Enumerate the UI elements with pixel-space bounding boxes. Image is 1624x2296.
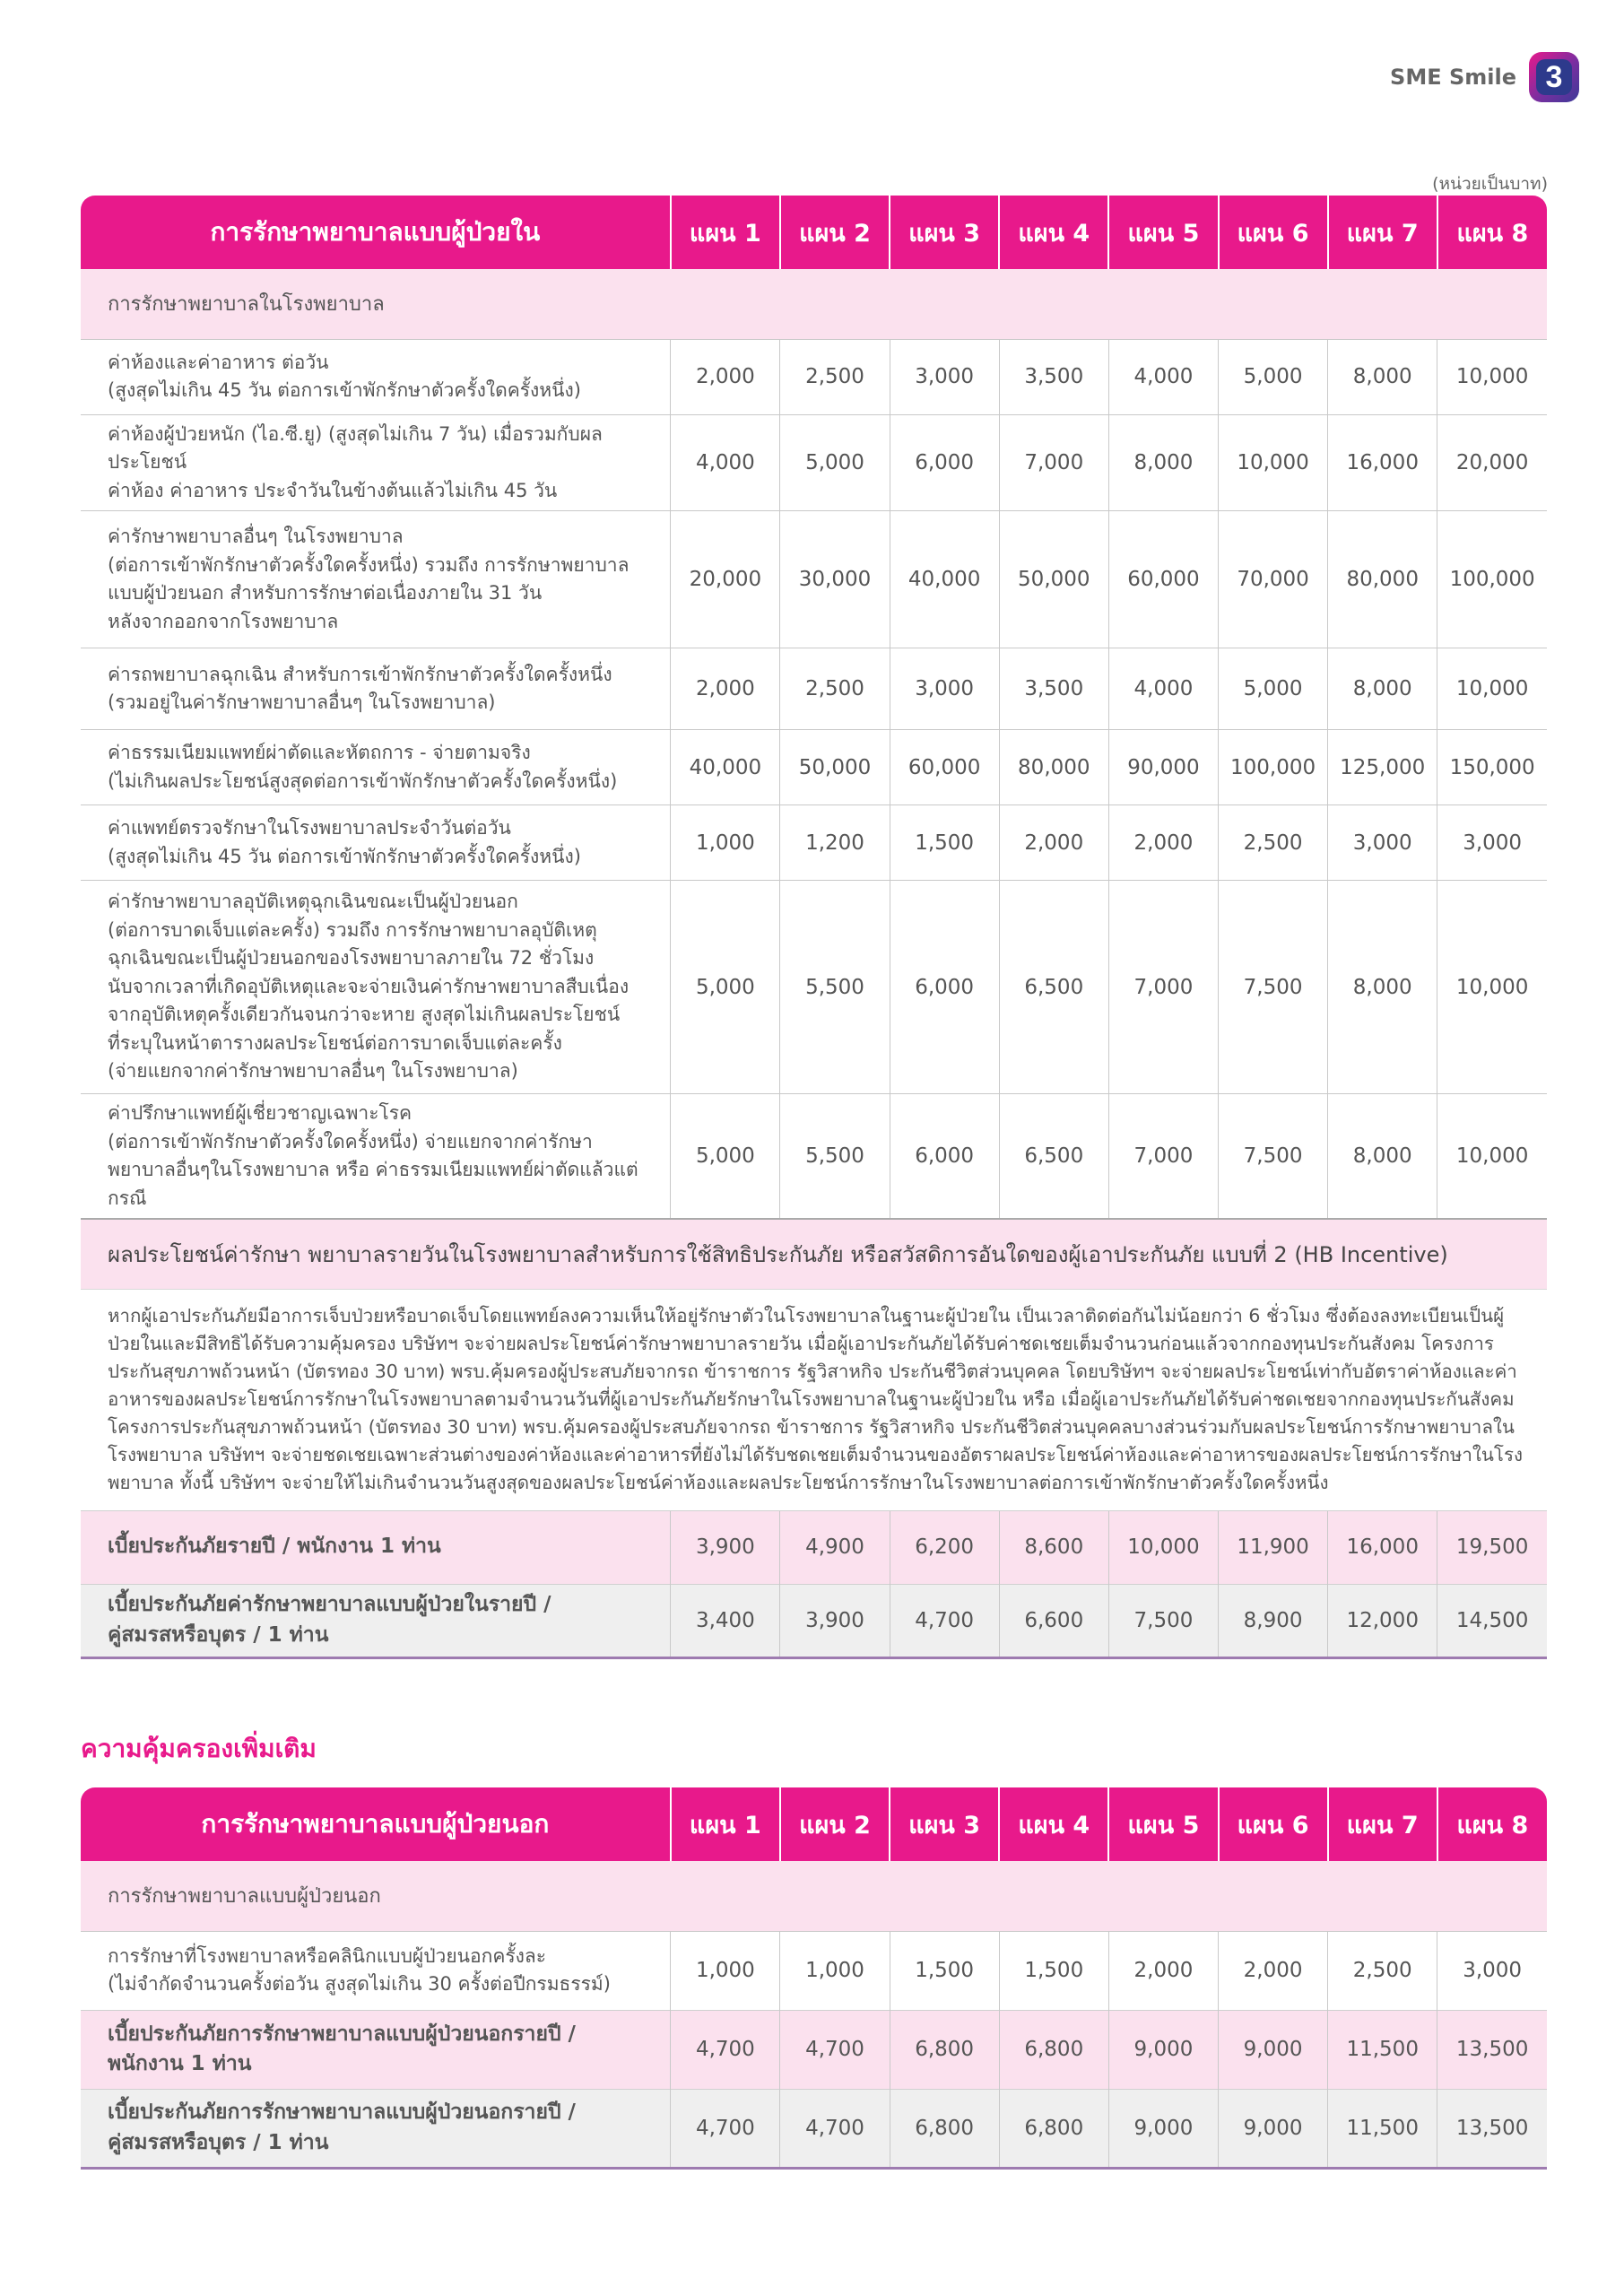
premium-label xyxy=(81,1584,671,1657)
benefit-value-plan-4: 2,000 xyxy=(999,805,1108,881)
plan-header: แผน 7 xyxy=(1328,1787,1437,1861)
benefit-label xyxy=(81,414,671,511)
benefit-label xyxy=(81,805,671,881)
hb-incentive-row xyxy=(81,1219,1547,1289)
benefit-label xyxy=(81,881,671,1094)
benefit-value-plan-6: 10,000 xyxy=(1219,414,1328,511)
benefit-row xyxy=(81,805,1547,881)
premium-row xyxy=(81,1510,1547,1584)
benefit-value-plan-8: 100,000 xyxy=(1437,511,1547,648)
plan-header: แผน 4 xyxy=(999,196,1108,269)
plan-header: แผน 2 xyxy=(780,1787,890,1861)
benefit-value-plan-3: 3,000 xyxy=(890,339,999,414)
benefit-label-line: (ต่อการเข้าพักรักษาตัวครั้งใดครั้งหนึ่ง) รวมถึง การรักษาพยาบาล xyxy=(108,553,630,576)
benefit-value-plan-1: 20,000 xyxy=(671,511,780,648)
benefit-value-plan-3: 6,000 xyxy=(890,1094,999,1220)
plan-header: แผน 4 xyxy=(999,1787,1108,1861)
outpatient-benefit-value-plan-2: 1,000 xyxy=(780,1931,890,2010)
outpatient-premium-value-plan-1: 4,700 xyxy=(671,2010,780,2089)
outpatient-premium-label-line: คู่สมรสหรือบุตร / 1 ท่าน xyxy=(108,2130,329,2154)
benefit-value-plan-2: 2,500 xyxy=(780,339,890,414)
outpatient-premium-value-plan-1: 4,700 xyxy=(671,2089,780,2168)
benefit-value-plan-3: 40,000 xyxy=(890,511,999,648)
premium-value-plan-4: 8,600 xyxy=(999,1510,1108,1584)
plan-header: แผน 6 xyxy=(1219,1787,1328,1861)
benefit-label-line: นับจากเวลาที่เกิดอุบัติเหตุและจะจ่ายเงินค่ารักษาพยาบาลสืบเนื่อง xyxy=(108,975,630,997)
outpatient-premium-row xyxy=(81,2010,1547,2089)
outpatient-premium-value-plan-2: 4,700 xyxy=(780,2089,890,2168)
outpatient-title: การรักษาพยาบาลแบบผู้ป่วยนอก xyxy=(81,1787,671,1861)
outpatient-table xyxy=(81,1787,1547,2170)
benefit-value-plan-7: 8,000 xyxy=(1328,339,1437,414)
benefit-value-plan-8: 10,000 xyxy=(1437,1094,1547,1220)
benefit-value-plan-7: 8,000 xyxy=(1328,881,1437,1094)
benefit-label-line: ค่าแพทย์ตรวจรักษาในโรงพยาบาลประจำวันต่อวัน xyxy=(108,817,511,839)
outpatient-section-label: การรักษาพยาบาลแบบผู้ป่วยนอก xyxy=(81,1861,1547,1931)
outpatient-premium-label xyxy=(81,2010,671,2089)
benefit-value-plan-7: 8,000 xyxy=(1328,648,1437,730)
benefit-value-plan-1: 2,000 xyxy=(671,648,780,730)
outpatient-benefit-value-plan-7: 2,500 xyxy=(1328,1931,1437,2010)
premium-value-plan-6: 11,900 xyxy=(1219,1510,1328,1584)
benefit-value-plan-5: 90,000 xyxy=(1108,730,1218,805)
benefit-value-plan-4: 7,000 xyxy=(999,414,1108,511)
plan-header: แผน 6 xyxy=(1219,196,1328,269)
plan-header: แผน 1 xyxy=(671,196,780,269)
plan-header: แผน 3 xyxy=(890,1787,999,1861)
benefit-value-plan-8: 150,000 xyxy=(1437,730,1547,805)
benefit-label-line: หลังจากออกจากโรงพยาบาล xyxy=(108,610,339,632)
brand-badge-icon xyxy=(1529,52,1579,102)
benefit-value-plan-7: 8,000 xyxy=(1328,1094,1437,1220)
premium-value-plan-2: 3,900 xyxy=(780,1584,890,1657)
premium-value-plan-8: 14,500 xyxy=(1437,1584,1547,1657)
benefit-value-plan-1: 40,000 xyxy=(671,730,780,805)
hb-incentive-description: หากผู้เอาประกันภัยมีอาการเจ็บป่วยหรือบาดเจ็บโดยแพทย์ลงความเห็นให้อยู่รักษาตัวในโรงพยาบาลในฐานะผู้ป่วยใน เป็นเวลาติดต่อกันไม่น้อยกว่า 6 ชั่วโมง ซึ่งต้องลงทะเบียนเป็นผู้ป่วยในและมีสิทธิได้รับความคุ้มครอง บริษัทฯ จะจ่ายผลประโยชน์ค่ารักษาพยาบาลรายวัน เมื่อผู้เอาประกันภัยได้รับค่าชดเชยเต็มจำนวนก่อนแล้วจากกองทุนประกันสังคม โครงการประกันสุขภาพถ้วนหน้า (บัตรทอง 30 บาท) พรบ.คุ้มครองผู้ประสบภัยจากรถ ข้าราชการ รัฐวิสาหกิจ ประกันชีวิตส่วนบุคคล โดยบริษัทฯ จะจ่ายผลประโยชน์เท่ากับอัตราค่าห้องและค่าอาหารของผลประโยชน์การรักษาในโรงพยาบาลตามจำนวนวันที่ผู้เอาประกันภัยรักษาในโรงพยาบาลในฐานะผู้ป่วยใน หรือ เมื่อผู้เอาประกันภัยได้รับค่าชดเชยจากกองทุนประกันสังคม โครงการประกันสุขภาพถ้วนหน้า (บัตรทอง 30 บาท) พรบ.คุ้มครองผู้ประสบภัยจากรถ ข้าราชการ รัฐวิสาหกิจ ประกันชีวิตส่วนบุคคลบางส่วนร่วมกับผลประโยชน์การรักษาพยาบาลในโรงพยาบาล บริษัทฯ จะจ่ายชดเชยเฉพาะส่วนต่างของค่าห้องและค่าอาหารที่ยังไม่ได้รับชดเชยเต็มจำนวนของอัตราผลประโยชน์ค่าห้องและค่าอาหารของผลประโยชน์การรักษาในโรงพยาบาล ทั้งนี้ บริษัทฯ จะจ่ายให้ไม่เกินจำนวนวันสูงสุดของผลประโยชน์ค่าห้องและผลประโยชน์การรักษาในโรงพยาบาลต่อการเข้าพักรักษาตัวครั้งใดครั้งหนึ่ง xyxy=(81,1289,1547,1510)
plan-header: แผน 2 xyxy=(780,196,890,269)
benefit-value-plan-7: 125,000 xyxy=(1328,730,1437,805)
outpatient-premium-value-plan-3: 6,800 xyxy=(890,2010,999,2089)
benefit-value-plan-1: 5,000 xyxy=(671,1094,780,1220)
benefit-value-plan-3: 3,000 xyxy=(890,648,999,730)
benefit-label-line: ค่าห้องและค่าอาหาร ต่อวัน xyxy=(108,351,329,373)
benefit-value-plan-6: 7,500 xyxy=(1219,1094,1328,1220)
plan-header: แผน 3 xyxy=(890,196,999,269)
benefit-row xyxy=(81,414,1547,511)
benefit-row xyxy=(81,511,1547,648)
benefit-label xyxy=(81,648,671,730)
premium-value-plan-2: 4,900 xyxy=(780,1510,890,1584)
premium-value-plan-7: 16,000 xyxy=(1328,1510,1437,1584)
benefit-label-line: ค่ารักษาพยาบาลอื่นๆ ในโรงพยาบาล xyxy=(108,526,404,547)
inpatient-section-row xyxy=(81,269,1547,339)
benefit-value-plan-4: 50,000 xyxy=(999,511,1108,648)
plan-header: แผน 8 xyxy=(1437,1787,1547,1861)
benefit-label-line: ที่ระบุในหน้าตารางผลประโยชน์ต่อการบาดเจ็บแต่ละครั้ง xyxy=(108,1031,562,1054)
outpatient-benefit-value-plan-5: 2,000 xyxy=(1108,1931,1218,2010)
premium-value-plan-1: 3,400 xyxy=(671,1584,780,1657)
benefit-value-plan-5: 4,000 xyxy=(1108,339,1218,414)
benefit-value-plan-7: 3,000 xyxy=(1328,805,1437,881)
plan-header: แผน 7 xyxy=(1328,196,1437,269)
benefit-value-plan-7: 16,000 xyxy=(1328,414,1437,511)
benefit-value-plan-3: 60,000 xyxy=(890,730,999,805)
outpatient-premium-value-plan-8: 13,500 xyxy=(1437,2010,1547,2089)
outpatient-premium-value-plan-5: 9,000 xyxy=(1108,2010,1218,2089)
extra-coverage-title: ความคุ้มครองเพิ่มเติม xyxy=(81,1734,317,1763)
brand-badge-number: 3 xyxy=(1536,59,1572,95)
outpatient-premium-label-line: พนักงาน 1 ท่าน xyxy=(108,2052,252,2075)
benefit-value-plan-8: 10,000 xyxy=(1437,648,1547,730)
outpatient-benefit-label-line: (ไม่จำกัดจำนวนครั้งต่อวัน สูงสุดไม่เกิน 30 ครั้งต่อปีกรมธรรม์) xyxy=(108,1973,611,1995)
premium-label-line: คู่สมรสหรือบุตร / 1 ท่าน xyxy=(108,1622,329,1647)
benefit-value-plan-2: 5,000 xyxy=(780,414,890,511)
benefit-value-plan-3: 6,000 xyxy=(890,881,999,1094)
benefit-label-line: (จ่ายแยกจากค่ารักษาพยาบาลอื่นๆ ในโรงพยาบาล) xyxy=(108,1060,518,1083)
benefit-value-plan-8: 10,000 xyxy=(1437,881,1547,1094)
outpatient-benefit-label xyxy=(81,1931,671,2010)
benefit-label-line: แบบผู้ป่วยนอก สำหรับการรักษาต่อเนื่องภายใน 31 วัน xyxy=(108,582,543,604)
benefit-value-plan-1: 1,000 xyxy=(671,805,780,881)
benefit-label-line: ค่าปรึกษาแพทย์ผู้เชี่ยวชาญเฉพาะโรค xyxy=(108,1102,413,1124)
outpatient-premium-value-plan-6: 9,000 xyxy=(1219,2089,1328,2168)
outpatient-premium-label-line: เบี้ยประกันภัยการรักษาพยาบาลแบบผู้ป่วยนอกรายปี / xyxy=(108,2022,576,2046)
benefit-value-plan-8: 3,000 xyxy=(1437,805,1547,881)
benefit-row xyxy=(81,648,1547,730)
benefit-label-line: ฉุกเฉินขณะเป็นผู้ป่วยนอกของโรงพยาบาลภายใน 72 ชั่วโมง xyxy=(108,947,595,970)
plan-header: แผน 5 xyxy=(1108,1787,1218,1861)
outpatient-premium-value-plan-2: 4,700 xyxy=(780,2010,890,2089)
benefit-value-plan-5: 7,000 xyxy=(1108,881,1218,1094)
benefit-label-line: ค่าธรรมเนียมแพทย์ผ่าตัดและหัตถการ - จ่ายตามจริง xyxy=(108,742,531,763)
benefit-label-line: พยาบาลอื่นๆในโรงพยาบาล หรือ ค่าธรรมเนียมแพทย์ผ่าตัดแล้วแต่กรณี xyxy=(108,1159,638,1209)
premium-value-plan-4: 6,600 xyxy=(999,1584,1108,1657)
benefit-value-plan-4: 80,000 xyxy=(999,730,1108,805)
benefit-value-plan-5: 8,000 xyxy=(1108,414,1218,511)
benefit-value-plan-6: 70,000 xyxy=(1219,511,1328,648)
premium-value-plan-6: 8,900 xyxy=(1219,1584,1328,1657)
premium-label-line: เบี้ยประกันภัยค่ารักษาพยาบาลแบบผู้ป่วยในรายปี / xyxy=(108,1593,551,1617)
premium-value-plan-1: 3,900 xyxy=(671,1510,780,1584)
benefit-label-line: ค่าห้องผู้ป่วยหนัก (ไอ.ซี.ยู) (สูงสุดไม่เกิน 7 วัน) เมื่อรวมกับผลประโยชน์ xyxy=(108,422,603,473)
benefit-row xyxy=(81,1094,1547,1220)
outpatient-premium-value-plan-4: 6,800 xyxy=(999,2089,1108,2168)
benefit-value-plan-3: 6,000 xyxy=(890,414,999,511)
benefit-label-line: ค่าห้อง ค่าอาหาร ประจำวันในข้างต้นแล้วไม่เกิน 45 วัน xyxy=(108,479,558,501)
benefit-row xyxy=(81,339,1547,414)
inpatient-title: การรักษาพยาบาลแบบผู้ป่วยใน xyxy=(81,196,671,269)
premium-label xyxy=(81,1510,671,1584)
benefit-label-line: (สูงสุดไม่เกิน 45 วัน ต่อการเข้าพักรักษาตัวครั้งใดครั้งหนึ่ง) xyxy=(108,379,581,401)
premium-row xyxy=(81,1584,1547,1657)
benefit-value-plan-5: 4,000 xyxy=(1108,648,1218,730)
outpatient-benefit-row xyxy=(81,1931,1547,2010)
outpatient-header-row xyxy=(81,1787,1547,1861)
benefit-label-line: (สูงสุดไม่เกิน 45 วัน ต่อการเข้าพักรักษาตัวครั้งใดครั้งหนึ่ง) xyxy=(108,845,581,867)
benefit-row xyxy=(81,881,1547,1094)
benefit-label-line: (ต่อการเข้าพักรักษาตัวครั้งใดครั้งหนึ่ง) จ่ายแยกจากค่ารักษา xyxy=(108,1130,593,1152)
benefit-value-plan-1: 5,000 xyxy=(671,881,780,1094)
premium-value-plan-8: 19,500 xyxy=(1437,1510,1547,1584)
benefit-value-plan-3: 1,500 xyxy=(890,805,999,881)
benefit-value-plan-4: 6,500 xyxy=(999,881,1108,1094)
premium-value-plan-3: 6,200 xyxy=(890,1510,999,1584)
unit-note: (หน่วยเป็นบาท) xyxy=(1432,174,1548,194)
benefit-value-plan-4: 6,500 xyxy=(999,1094,1108,1220)
benefit-label xyxy=(81,1094,671,1220)
premium-value-plan-5: 7,500 xyxy=(1108,1584,1218,1657)
benefit-value-plan-8: 10,000 xyxy=(1437,339,1547,414)
inpatient-header-row xyxy=(81,196,1547,269)
benefit-value-plan-4: 3,500 xyxy=(999,339,1108,414)
outpatient-premium-row xyxy=(81,2089,1547,2168)
benefit-value-plan-5: 7,000 xyxy=(1108,1094,1218,1220)
outpatient-premium-value-plan-7: 11,500 xyxy=(1328,2089,1437,2168)
plan-header: แผน 5 xyxy=(1108,196,1218,269)
outpatient-benefit-label-line: การรักษาที่โรงพยาบาลหรือคลินิกแบบผู้ป่วยนอกครั้งละ xyxy=(108,1944,547,1967)
benefit-label xyxy=(81,511,671,648)
benefit-value-plan-2: 30,000 xyxy=(780,511,890,648)
premium-label-line: เบี้ยประกันภัยรายปี / พนักงาน 1 ท่าน xyxy=(108,1535,441,1559)
benefit-value-plan-1: 4,000 xyxy=(671,414,780,511)
benefit-label xyxy=(81,730,671,805)
plan-header: แผน 8 xyxy=(1437,196,1547,269)
brand-logo xyxy=(1390,52,1579,102)
outpatient-premium-value-plan-3: 6,800 xyxy=(890,2089,999,2168)
brand-name: SME Smile xyxy=(1390,65,1516,90)
plan-header: แผน 1 xyxy=(671,1787,780,1861)
benefit-value-plan-6: 7,500 xyxy=(1219,881,1328,1094)
premium-value-plan-5: 10,000 xyxy=(1108,1510,1218,1584)
benefit-value-plan-5: 2,000 xyxy=(1108,805,1218,881)
outpatient-benefit-value-plan-8: 3,000 xyxy=(1437,1931,1547,2010)
premium-value-plan-3: 4,700 xyxy=(890,1584,999,1657)
benefit-value-plan-2: 50,000 xyxy=(780,730,890,805)
benefit-row xyxy=(81,730,1547,805)
hb-incentive-title: ผลประโยชน์ค่ารักษา พยาบาลรายวันในโรงพยาบาลสำหรับการใช้สิทธิประกันภัย หรือสวัสดิการอันใดของผู้เอาประกันภัย แบบที่ 2 (HB Incentive) xyxy=(81,1219,1547,1289)
benefit-value-plan-6: 100,000 xyxy=(1219,730,1328,805)
benefit-value-plan-6: 2,500 xyxy=(1219,805,1328,881)
outpatient-premium-value-plan-7: 11,500 xyxy=(1328,2010,1437,2089)
inpatient-section-label: การรักษาพยาบาลในโรงพยาบาล xyxy=(81,269,1547,339)
benefit-value-plan-2: 5,500 xyxy=(780,881,890,1094)
outpatient-premium-value-plan-6: 9,000 xyxy=(1219,2010,1328,2089)
benefit-label-line: (ไม่เกินผลประโยชน์สูงสุดต่อการเข้าพักรักษาตัวครั้งใดครั้งหนึ่ง) xyxy=(108,770,618,792)
benefit-value-plan-8: 20,000 xyxy=(1437,414,1547,511)
benefit-label-line: ค่ารถพยาบาลฉุกเฉิน สำหรับการเข้าพักรักษาตัวครั้งใดครั้งหนึ่ง xyxy=(108,663,612,685)
outpatient-premium-value-plan-8: 13,500 xyxy=(1437,2089,1547,2168)
outpatient-section-row xyxy=(81,1861,1547,1931)
benefit-label xyxy=(81,339,671,414)
outpatient-premium-label xyxy=(81,2089,671,2168)
benefit-value-plan-7: 80,000 xyxy=(1328,511,1437,648)
benefit-value-plan-4: 3,500 xyxy=(999,648,1108,730)
outpatient-premium-value-plan-5: 9,000 xyxy=(1108,2089,1218,2168)
outpatient-premium-value-plan-4: 6,800 xyxy=(999,2010,1108,2089)
outpatient-benefit-value-plan-6: 2,000 xyxy=(1219,1931,1328,2010)
benefit-value-plan-6: 5,000 xyxy=(1219,648,1328,730)
benefit-value-plan-1: 2,000 xyxy=(671,339,780,414)
benefit-label-line: จากอุบัติเหตุครั้งเดียวกันจนกว่าจะหาย สูงสุดไม่เกินผลประโยชน์ xyxy=(108,1004,621,1026)
benefit-label-line: (รวมอยู่ในค่ารักษาพยาบาลอื่นๆ ในโรงพยาบาล) xyxy=(108,691,496,713)
benefit-label-line: ค่ารักษาพยาบาลอุบัติเหตุฉุกเฉินขณะเป็นผู้ป่วยนอก xyxy=(108,891,518,913)
outpatient-premium-label-line: เบี้ยประกันภัยการรักษาพยาบาลแบบผู้ป่วยนอกรายปี / xyxy=(108,2100,576,2125)
benefit-value-plan-2: 1,200 xyxy=(780,805,890,881)
outpatient-benefit-value-plan-3: 1,500 xyxy=(890,1931,999,2010)
inpatient-table xyxy=(81,196,1547,1659)
outpatient-benefit-value-plan-4: 1,500 xyxy=(999,1931,1108,2010)
benefit-label-line: (ต่อการบาดเจ็บแต่ละครั้ง) รวมถึง การรักษาพยาบาลอุบัติเหตุ xyxy=(108,918,597,941)
premium-value-plan-7: 12,000 xyxy=(1328,1584,1437,1657)
benefit-value-plan-2: 5,500 xyxy=(780,1094,890,1220)
hb-incentive-description-row xyxy=(81,1289,1547,1510)
outpatient-benefit-value-plan-1: 1,000 xyxy=(671,1931,780,2010)
benefit-value-plan-5: 60,000 xyxy=(1108,511,1218,648)
benefit-value-plan-2: 2,500 xyxy=(780,648,890,730)
benefit-value-plan-6: 5,000 xyxy=(1219,339,1328,414)
